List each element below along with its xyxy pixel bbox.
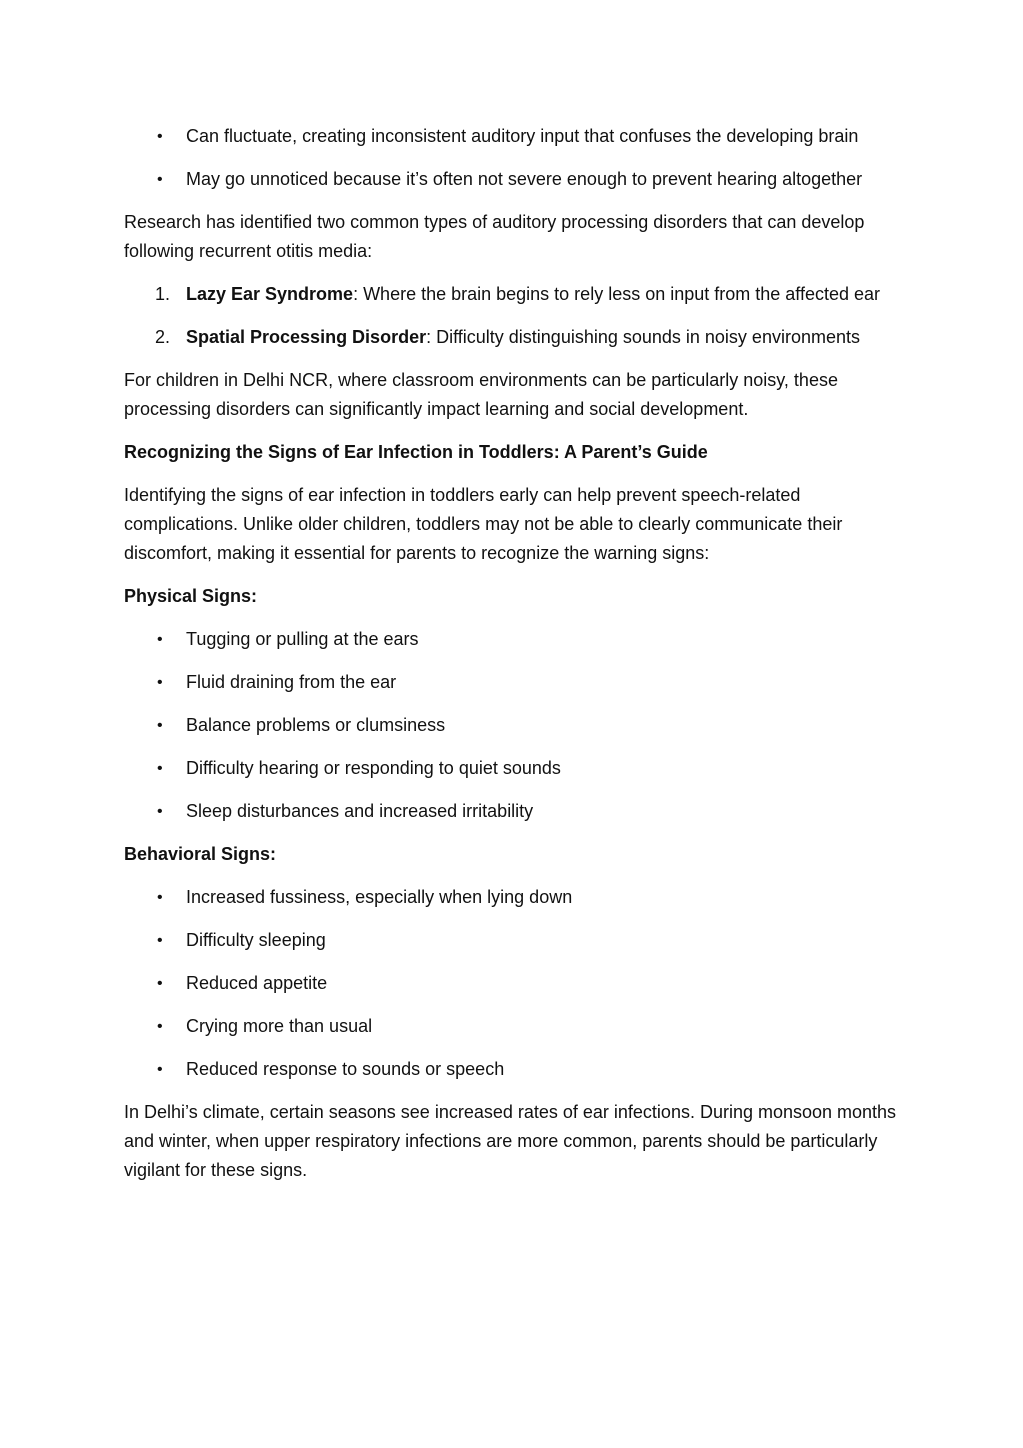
physical-signs-list bbox=[124, 625, 904, 826]
list-item bbox=[124, 1012, 904, 1041]
bullet-icon: • bbox=[157, 128, 163, 145]
list-item bbox=[124, 1055, 904, 1084]
list-item bbox=[124, 883, 904, 912]
bullet-icon: • bbox=[157, 674, 163, 691]
list-item-text: Sleep disturbances and increased irritability bbox=[186, 801, 534, 821]
delhi-paragraph: For children in Delhi NCR, where classroom environments can be particularly noisy, these processing disorders can significantly impact learning and social development. bbox=[124, 370, 838, 419]
disorder-term: Spatial Processing Disorder bbox=[186, 327, 427, 347]
disorder-term: Lazy Ear Syndrome bbox=[186, 284, 354, 304]
list-item-text: Difficulty sleeping bbox=[186, 930, 326, 950]
list-item bbox=[124, 926, 904, 955]
list-item bbox=[124, 323, 904, 352]
list-item bbox=[124, 797, 904, 826]
list-item bbox=[124, 754, 904, 783]
list-item-text: Fluid draining from the ear bbox=[186, 672, 397, 692]
list-item bbox=[124, 969, 904, 998]
disorder-description: : Difficulty distinguishing sounds in noisy environments bbox=[426, 327, 860, 347]
bullet-icon: • bbox=[157, 631, 163, 648]
bullet-icon: • bbox=[157, 803, 163, 820]
list-item bbox=[124, 165, 904, 194]
list-item-text: Can fluctuate, creating inconsistent auditory input that confuses the developing brain bbox=[186, 126, 859, 146]
disorders-numbered-list bbox=[124, 280, 904, 352]
bullet-icon: • bbox=[157, 889, 163, 906]
disorder-description: : Where the brain begins to rely less on input from the affected ear bbox=[353, 284, 881, 304]
section-intro-paragraph: Identifying the signs of ear infection in toddlers early can help prevent speech-related complications. Unlike older children, toddlers may not be able to clearly communicate their discomfort, making it essential for parents to recognize the warning signs: bbox=[124, 485, 843, 563]
bullet-icon: • bbox=[157, 1061, 163, 1078]
list-item-text: Reduced response to sounds or speech bbox=[186, 1059, 505, 1079]
list-number: 2. bbox=[155, 327, 171, 347]
closing-paragraph: In Delhi’s climate, certain seasons see increased rates of ear infections. During monsoon months and winter, when upper respiratory infections are more common, parents should be particularly vigilant for these signs. bbox=[124, 1102, 897, 1180]
behavioral-signs-list bbox=[124, 883, 904, 1084]
list-item-text: Increased fussiness, especially when lying down bbox=[186, 887, 573, 907]
bullet-icon: • bbox=[157, 760, 163, 777]
document-page bbox=[124, 122, 904, 1199]
research-paragraph: Research has identified two common types of auditory processing disorders that can develop following recurrent otitis media: bbox=[124, 212, 865, 261]
list-item-text: Tugging or pulling at the ears bbox=[186, 629, 419, 649]
list-item bbox=[124, 122, 904, 151]
bullet-icon: • bbox=[157, 932, 163, 949]
behavioral-signs-heading: Behavioral Signs: bbox=[124, 844, 277, 864]
physical-signs-heading: Physical Signs: bbox=[124, 586, 258, 606]
bullet-icon: • bbox=[157, 171, 163, 188]
bullet-icon: • bbox=[157, 717, 163, 734]
list-item bbox=[124, 668, 904, 697]
list-item-text: Balance problems or clumsiness bbox=[186, 715, 446, 735]
section-heading: Recognizing the Signs of Ear Infection in Toddlers: A Parent’s Guide bbox=[124, 442, 708, 462]
list-item bbox=[124, 280, 904, 309]
bullet-icon: • bbox=[157, 1018, 163, 1035]
list-item-text: Reduced appetite bbox=[186, 973, 328, 993]
list-item-text: Difficulty hearing or responding to quiet sounds bbox=[186, 758, 561, 778]
list-item-text: Crying more than usual bbox=[186, 1016, 373, 1036]
list-item bbox=[124, 711, 904, 740]
list-item bbox=[124, 625, 904, 654]
intro-bullet-list bbox=[124, 122, 904, 194]
list-item-text: May go unnoticed because it’s often not severe enough to prevent hearing altogether bbox=[186, 169, 863, 189]
list-number: 1. bbox=[155, 284, 171, 304]
bullet-icon: • bbox=[157, 975, 163, 992]
